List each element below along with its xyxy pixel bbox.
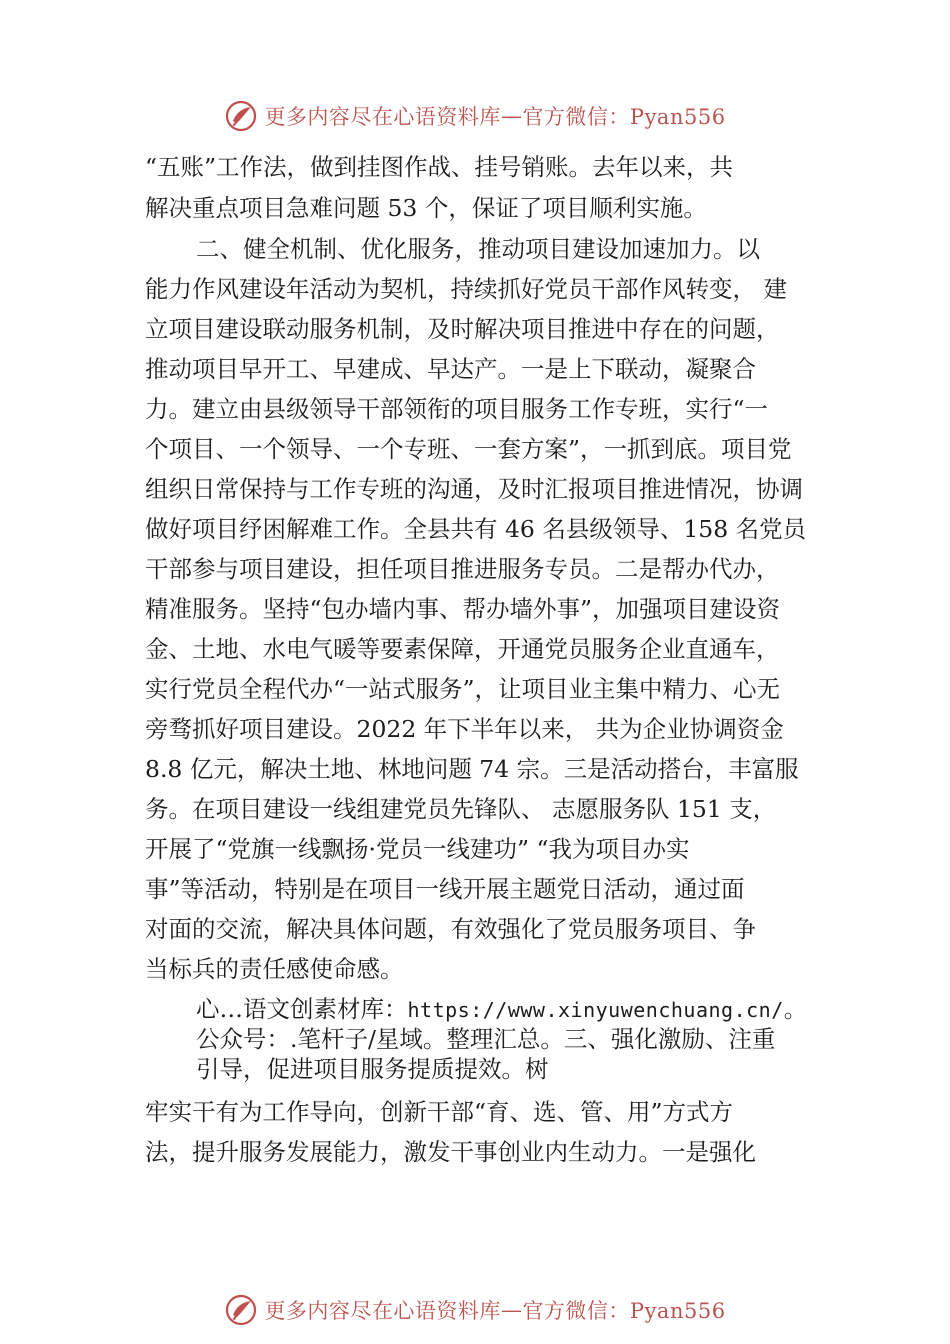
footer-dash: — [500, 1298, 523, 1322]
footer-wechat-text: 官方微信：Pyan556 [522, 1299, 726, 1323]
body-line: 法，提升服务发展能力，激发干事创业内生动力。一是强化 [145, 1138, 756, 1166]
body-line: 个项目、一个领导、一个专班、一套方案”，一抓到底。项目党 [145, 435, 792, 463]
insert-url: https://www.xinyuwenchuang.cn/ [407, 998, 784, 1022]
footer-banner [0, 1290, 950, 1330]
body-line: 事”等活动，特别是在项目一线开展主题党日活动，通过面 [145, 875, 745, 903]
body-line: 8.8 亿元，解决土地、林地问题 74 宗。三是活动搭台，丰富服 [145, 755, 799, 783]
body-line: “五账”工作法，做到挂图作战、挂号销账。去年以来，共 [145, 153, 734, 181]
body-line: 组织日常保持与工作专班的沟通，及时汇报项目推进情况，协调 [145, 475, 803, 503]
header-brand-text: 更多内容尽在心语资料库 [264, 105, 501, 129]
body-line: 务。在项目建设一线组建党员先锋队、 志愿服务队 151 支， [145, 795, 777, 823]
body-line: 开展了“党旗一线飘扬·党员一线建功” “我为项目办实 [145, 835, 690, 863]
body-line: 金、土地、水电气暖等要素保障，开通党员服务企业直通车， [145, 635, 780, 663]
paragraph-heading-line: 二、健全机制、优化服务，推动项目建设加速加力。以 [196, 235, 760, 263]
body-line: 立项目建设联动服务机制，及时解决项目推进中存在的问题， [145, 315, 780, 343]
body-line: 解决重点项目急难问题 53 个，保证了项目顺利实施。 [145, 194, 707, 222]
body-line: 牢实干有为工作导向，创新干部“育、选、管、用”方式方 [145, 1098, 734, 1126]
body-line: 力。建立由县级领导干部领衔的项目服务工作专班，实行“一 [145, 395, 769, 423]
body-line: 能力作风建设年活动为契机，持续抓好党员干部作风转变， 建 [145, 275, 787, 303]
body-line: 推动项目早开工、早建成、早达产。一是上下联动，凝聚合 [145, 355, 756, 383]
footer-brand-text: 更多内容尽在心语资料库 [264, 1299, 501, 1323]
insert-suffix: 。 [783, 995, 808, 1023]
body-line: 做好项目纾困解难工作。全县共有 46 名县级领导、158 名党员 [145, 515, 807, 543]
body-line: 干部参与项目建设，担任项目推进服务专员。二是帮办代办， [145, 555, 780, 583]
header-banner [0, 96, 950, 136]
brand-logo-icon [224, 1293, 258, 1327]
header-dash: — [500, 104, 523, 128]
body-line: 当标兵的责任感使命感。 [145, 955, 404, 983]
body-line: 实行党员全程代办“一站式服务”，让项目业主集中精力、心无 [145, 675, 781, 703]
body-line: 对面的交流，解决具体问题，有效强化了党员服务项目、争 [145, 915, 756, 943]
body-line: 旁骛抓好项目建设。2022 年下半年以来， 共为企业协调资金 [145, 715, 784, 743]
watermark-insert-line [196, 994, 807, 1025]
watermark-insert-line: 公众号：.笔杆子/星域。整理汇总。三、强化激励、注重 [196, 1025, 776, 1053]
body-line: 精准服务。坚持“包办墙内事、帮办墙外事”，加强项目建设资 [145, 595, 781, 623]
brand-logo-icon [224, 99, 258, 133]
header-wechat-text: 官方微信：Pyan556 [522, 105, 726, 129]
watermark-insert-line: 引导，促进项目服务提质提效。树 [196, 1055, 549, 1083]
insert-prefix: 心…语文创素材库： [196, 995, 408, 1023]
